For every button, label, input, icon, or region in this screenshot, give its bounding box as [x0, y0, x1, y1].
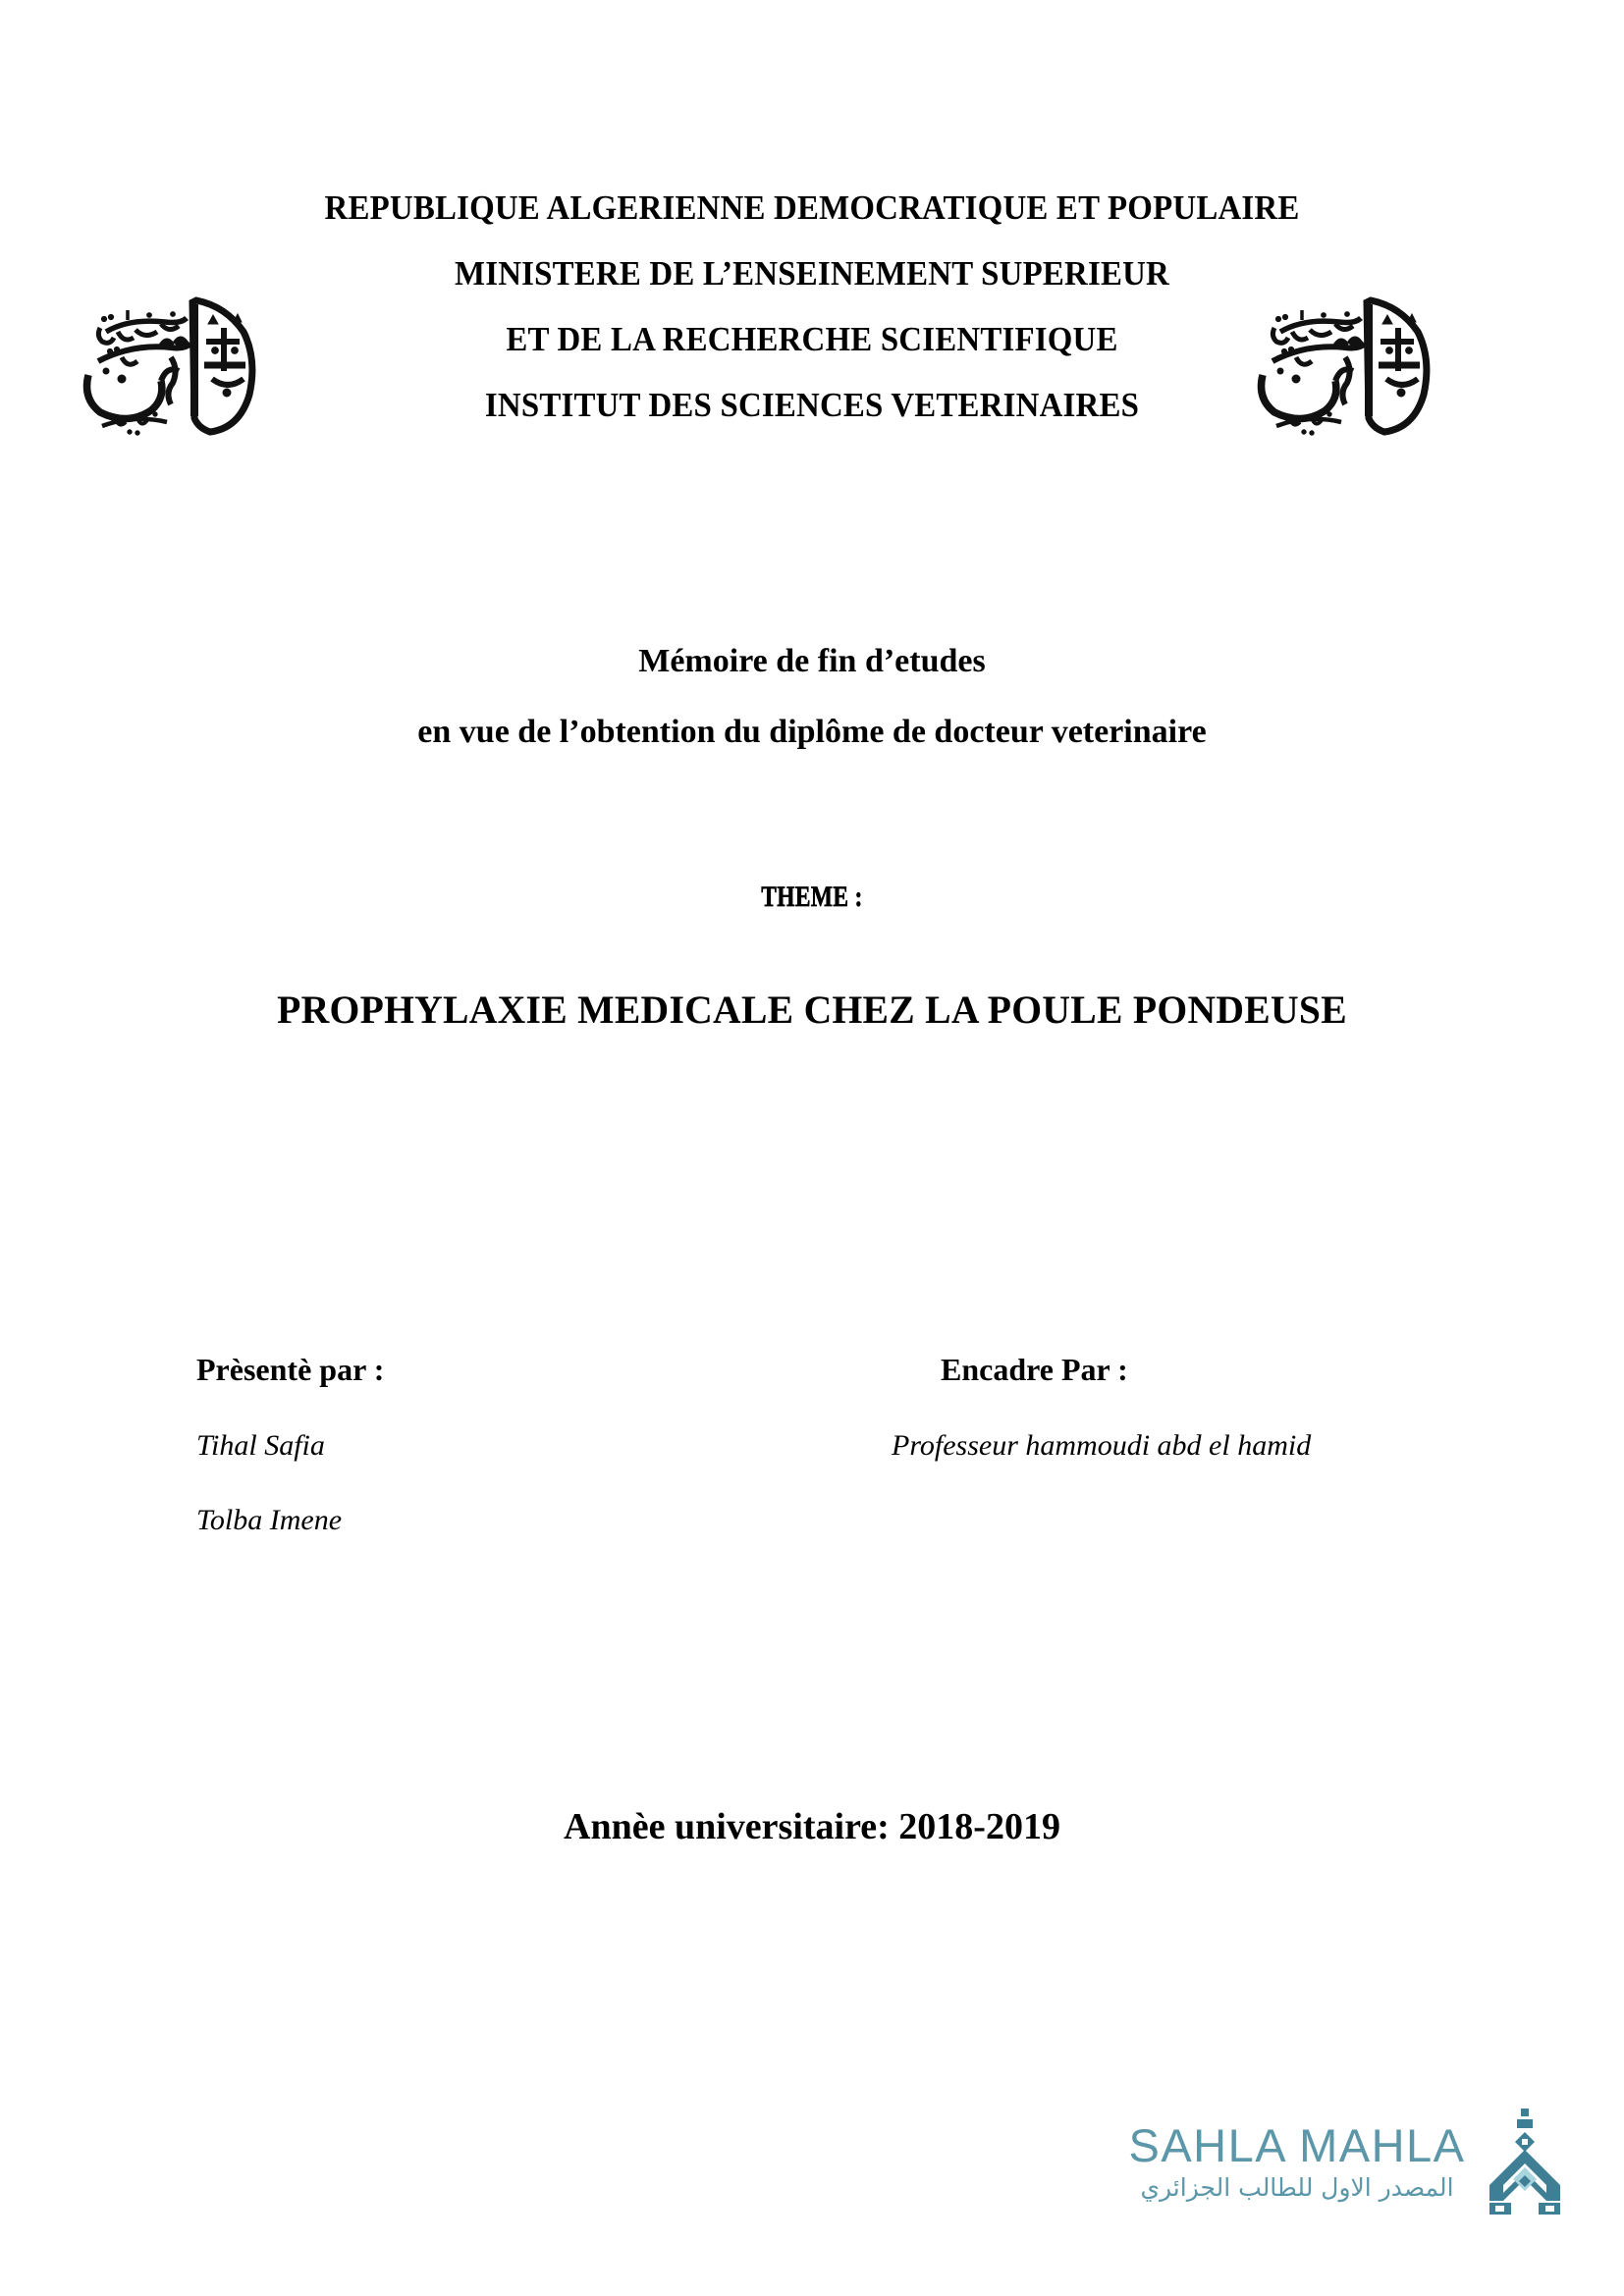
watermark-text-column — [1105, 2120, 1489, 2205]
header-line-research: ET DE LA RECHERCHE SCIENTIFIQUE — [506, 320, 1118, 358]
credits-block — [0, 1353, 1624, 1569]
sahla-mahla-watermark — [1105, 2120, 1566, 2248]
thesis-title: PROPHYLAXIE MEDICALE CHEZ LA POULE PONDEUSE — [277, 988, 1347, 1032]
supervised-by-column — [844, 1353, 1532, 1504]
supervisor-name: Professeur hammoudi abd el hamid — [892, 1429, 1312, 1462]
berber-diamond-icon — [1478, 2107, 1572, 2222]
theme-label: THEME : — [761, 881, 863, 913]
memoire-line-1: Mémoire de fin d’etudes — [638, 643, 986, 679]
university-seal-right-logo — [1251, 289, 1437, 441]
watermark-arabic-tagline: المصدر الاول للطالب الجزائري — [1140, 2173, 1454, 2202]
author-name-2: Tolba Imene — [196, 1504, 343, 1536]
presented-by-column — [196, 1353, 785, 1578]
presented-by-heading: Prèsentè par : — [196, 1352, 385, 1387]
author-name-1: Tihal Safia — [196, 1429, 325, 1462]
university-seal-left-logo — [77, 289, 263, 441]
academic-year: Annèe universitaire: 2018-2019 — [564, 1806, 1060, 1847]
memoire-line-2: en vue de l’obtention du diplôme de docteur veterinaire — [417, 714, 1207, 750]
supervised-by-heading: Encadre Par : — [941, 1352, 1128, 1387]
header-line-republic: REPUBLIQUE ALGERIENNE DEMOCRATIQUE ET POPULAIRE — [324, 188, 1300, 227]
header-line-ministry: MINISTERE DE L’ENSEINEMENT SUPERIEUR — [454, 254, 1170, 293]
memoire-statement — [0, 626, 1624, 768]
watermark-wordmark: SAHLA MAHLA — [1128, 2119, 1466, 2171]
header-line-institute: INSTITUT DES SCIENCES VETERINAIRES — [484, 386, 1140, 424]
